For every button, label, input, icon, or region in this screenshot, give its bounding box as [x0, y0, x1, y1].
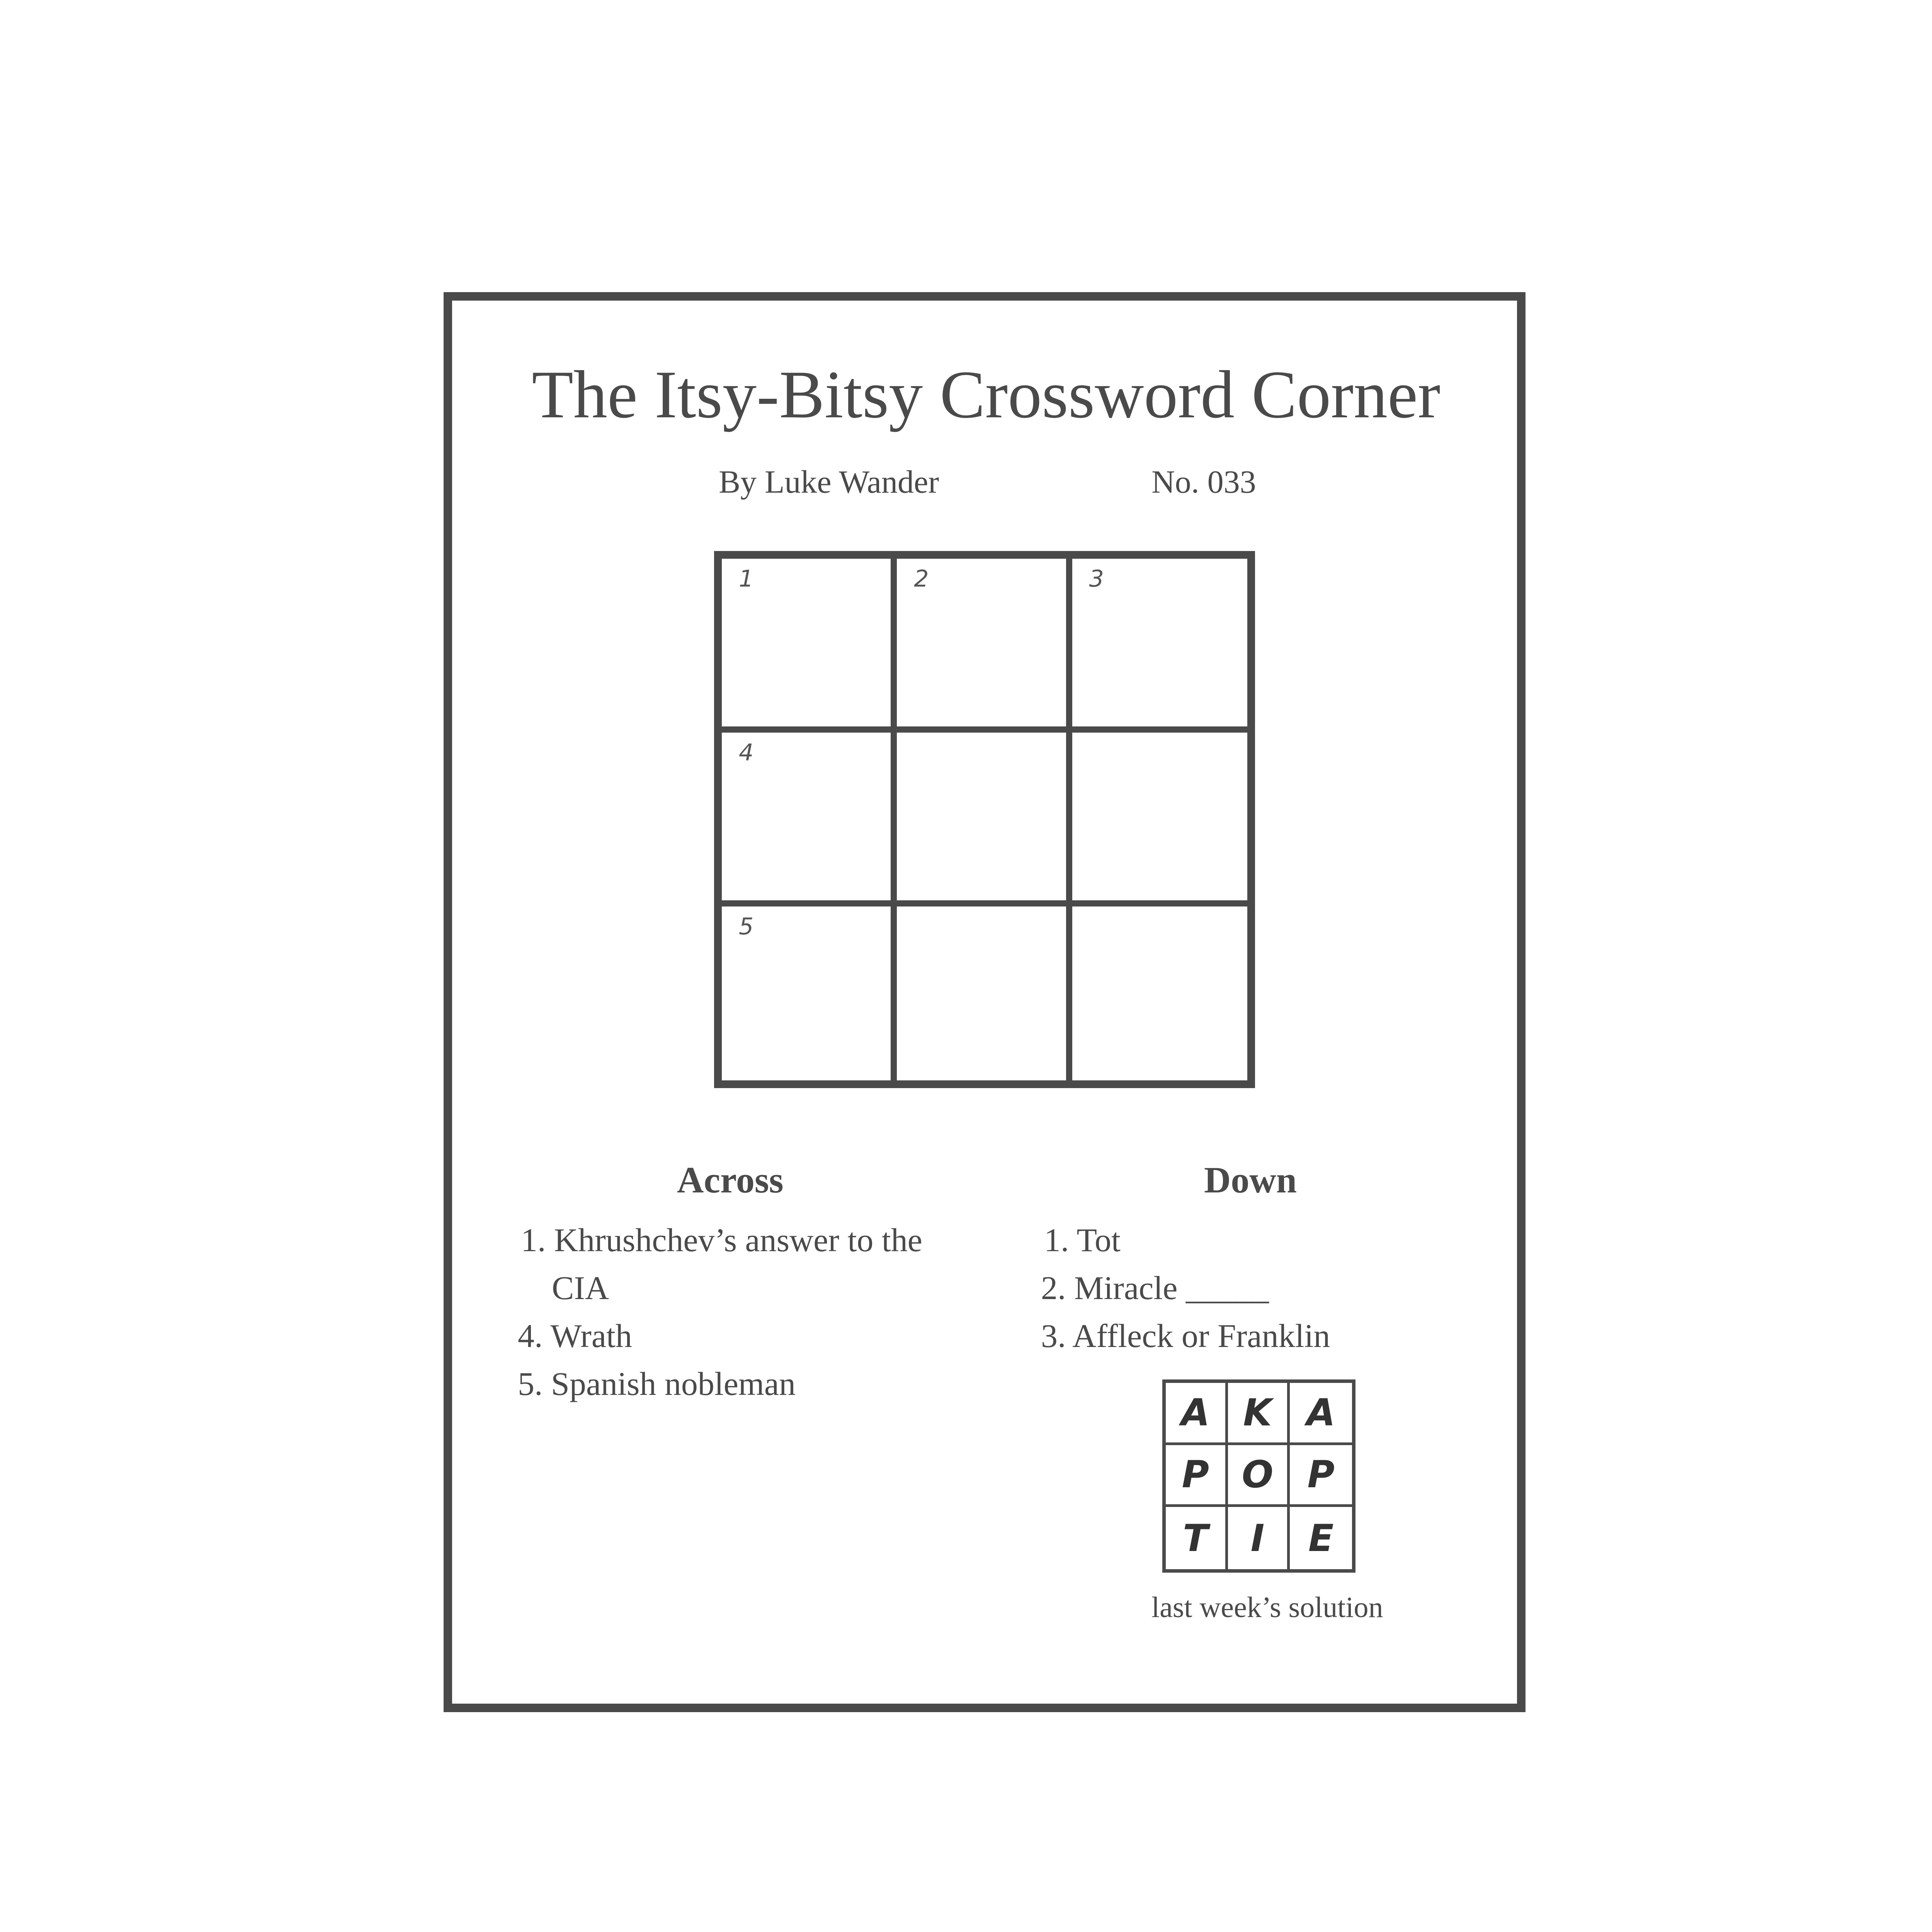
down-heading: Down: [1204, 1159, 1297, 1201]
grid-cell[interactable]: [722, 906, 897, 1080]
puzzle-title: The Itsy-Bitsy Crossword Corner: [532, 357, 1440, 432]
solution-letter: T: [1166, 1507, 1228, 1569]
solution-letter: K: [1228, 1383, 1290, 1445]
down-clue-3: 3. Affleck or Franklin: [1041, 1317, 1330, 1354]
grid-cell[interactable]: [1072, 733, 1247, 906]
solution-letter: A: [1166, 1383, 1228, 1445]
grid-cell[interactable]: [897, 733, 1072, 906]
solution-letter: P: [1166, 1445, 1228, 1507]
clue-number: 2: [914, 565, 929, 592]
across-clue-1: 1. Khrushchev’s answer to the: [521, 1221, 922, 1259]
grid-cell[interactable]: [897, 906, 1072, 1080]
grid-cell[interactable]: [722, 559, 897, 733]
solution-letter: I: [1228, 1507, 1290, 1569]
solution-letter: P: [1290, 1445, 1352, 1507]
solution-letter: O: [1228, 1445, 1290, 1507]
grid-cell[interactable]: [722, 733, 897, 906]
issue-number: No. 033: [1151, 464, 1256, 500]
author-byline: By Luke Wander: [719, 464, 939, 500]
last-week-solution-grid: [1162, 1379, 1355, 1573]
solution-letter: A: [1290, 1383, 1352, 1445]
across-heading: Across: [677, 1159, 784, 1201]
clue-number: 4: [739, 739, 754, 766]
clue-number: 1: [739, 565, 754, 592]
crossword-grid: [714, 551, 1255, 1088]
grid-cell[interactable]: [1072, 559, 1247, 733]
solution-caption: last week’s solution: [1151, 1591, 1383, 1624]
across-clue-1-continued: CIA: [552, 1269, 609, 1306]
clue-number: 3: [1089, 565, 1104, 592]
across-clue-5: 5. Spanish nobleman: [518, 1365, 796, 1402]
grid-cell[interactable]: [1072, 906, 1247, 1080]
solution-letter: E: [1308, 1516, 1334, 1560]
down-clue-2: 2. Miracle _____: [1041, 1269, 1269, 1306]
clue-number: 5: [739, 913, 754, 940]
grid-cell[interactable]: [897, 559, 1072, 733]
down-clue-1: 1. Tot: [1044, 1221, 1121, 1259]
across-clue-4: 4. Wrath: [518, 1317, 632, 1354]
